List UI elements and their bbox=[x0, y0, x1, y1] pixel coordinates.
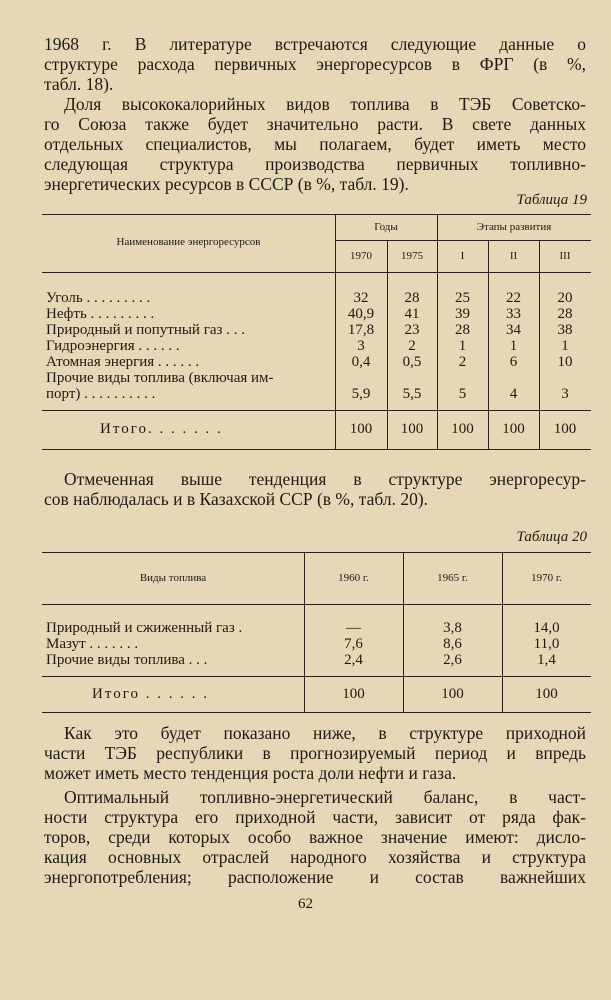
table-rule bbox=[42, 272, 591, 273]
table20-header-name: Виды топлива bbox=[139, 572, 207, 584]
text-line: отдельных специалистов, мы полагаем, будет иметь место bbox=[44, 134, 586, 154]
table19-total-cell: 100 bbox=[502, 421, 525, 437]
table19-cell: 5 bbox=[458, 386, 467, 402]
table-rule bbox=[42, 676, 591, 677]
text-line: Как это будет показано ниже, в структуре приходной bbox=[64, 723, 586, 743]
table20-cell: 1,4 bbox=[537, 652, 556, 668]
table20-cell: 8,6 bbox=[443, 636, 462, 652]
table20-cell: 2,6 bbox=[443, 652, 462, 668]
text-line: структуре расхода первичных энергоресурсов в ФРГ (в %, bbox=[44, 54, 586, 74]
table19-cell: 17,8 bbox=[347, 322, 375, 338]
table-rule bbox=[42, 552, 591, 553]
paragraph-kazakh bbox=[44, 469, 586, 509]
table20-total-label: Итого . . . . . . bbox=[92, 686, 209, 702]
table19-cell: 1 bbox=[509, 338, 518, 354]
text-line: Отмеченная выше тенденция в структуре энергоресур- bbox=[64, 469, 586, 489]
table19-row-label: порт) . . . . . . . . . . bbox=[46, 386, 156, 402]
table19-cell: 1 bbox=[458, 338, 467, 354]
text-line: ности структура его приходной части, зависит от ряда фак- bbox=[44, 807, 586, 827]
table20-row-label: Мазут . . . . . . . bbox=[46, 636, 139, 652]
table-rule bbox=[42, 214, 591, 215]
table19-header-years: Годы bbox=[374, 221, 398, 233]
table19-header-name: Наименование энергоресурсов bbox=[116, 236, 261, 248]
page-number: 62 bbox=[298, 896, 313, 912]
table20-cell: 3,8 bbox=[443, 620, 462, 636]
table19-cell: 28 bbox=[404, 290, 420, 306]
table-rule bbox=[335, 240, 591, 241]
table19-cell: 20 bbox=[557, 290, 573, 306]
table19-cell: 33 bbox=[506, 306, 521, 322]
table20-col-header: 1970 г. bbox=[531, 572, 562, 584]
paragraph-ussr bbox=[44, 94, 586, 194]
table-rule bbox=[42, 604, 591, 605]
table19-cell: 1 bbox=[561, 338, 569, 354]
table20-caption: Таблица 20 bbox=[516, 529, 587, 545]
table19-cell: 32 bbox=[353, 290, 369, 306]
table19-total-cell: 100 bbox=[451, 421, 474, 437]
table20-row-label: Прочие виды топлива . . . bbox=[46, 652, 208, 668]
table19-row-label: Нефть . . . . . . . . . bbox=[46, 306, 155, 322]
table20-total-cell: 100 bbox=[441, 686, 464, 702]
table19-cell: 5,9 bbox=[351, 386, 371, 402]
text-line: кация основных отраслей народного хозяйства и структура bbox=[44, 847, 586, 867]
table19-cell: 6 bbox=[509, 354, 518, 370]
table19-cell: 39 bbox=[455, 306, 470, 322]
table19-col-header: 1975 bbox=[401, 250, 423, 262]
table19-cell: 3 bbox=[561, 386, 569, 402]
table19-cell: 0,4 bbox=[351, 354, 371, 370]
table19-cell: 0,5 bbox=[402, 354, 422, 370]
text-line: Доля высококалорийных видов топлива в ТЭБ Советско- bbox=[64, 94, 586, 114]
table19-total-cell: 100 bbox=[349, 421, 373, 437]
table19-col-header: I bbox=[460, 250, 465, 262]
paragraph-forecast bbox=[44, 723, 586, 783]
table20-total-cell: 100 bbox=[535, 686, 558, 702]
table20-row-label: Природный и сжиженный газ . bbox=[46, 620, 243, 636]
text-line: части ТЭБ республики в прогнозируемый период и впредь bbox=[44, 743, 586, 763]
table19-row-label: Прочие виды топлива (включая им- bbox=[46, 370, 274, 386]
paragraph-optimal bbox=[44, 787, 586, 887]
table19-cell: 23 bbox=[404, 322, 420, 338]
text-line: энергетических ресурсов в СССР (в %, табл. 19). bbox=[44, 174, 409, 194]
table19-col-header: 1970 bbox=[350, 250, 372, 262]
table20-cell: 7,6 bbox=[344, 636, 363, 652]
table19-row-label: Атомная энергия . . . . . . bbox=[46, 354, 200, 370]
table19-header-stages: Этапы развития bbox=[476, 221, 552, 233]
table19-cell: 3 bbox=[357, 338, 365, 354]
table19-cell: 41 bbox=[404, 306, 420, 322]
table20-total-cell: 100 bbox=[342, 686, 365, 702]
table19-cell: 34 bbox=[506, 322, 521, 338]
table20-col-header: 1960 г. bbox=[338, 572, 369, 584]
table19-cell: 2 bbox=[458, 354, 467, 370]
table20-cell: 14,0 bbox=[533, 620, 560, 636]
table19-cell: 5,5 bbox=[402, 386, 422, 402]
table19-cell: 38 bbox=[557, 322, 573, 338]
table19-total-cell: 100 bbox=[400, 421, 424, 437]
text-line: сов наблюдалась и в Казахской ССР (в %, табл. 20). bbox=[44, 489, 429, 509]
paragraph-intro bbox=[44, 34, 586, 94]
text-line: энергопотребления; расположение и состав важнейших bbox=[44, 867, 586, 887]
table19-caption: Таблица 19 bbox=[516, 192, 587, 208]
table20-col-header: 1965 г. bbox=[437, 572, 468, 584]
text-line: торов, среди которых особо важное значение имеют: дисло- bbox=[44, 827, 586, 847]
table19-cell: 10 bbox=[557, 354, 573, 370]
text-line: табл. 18). bbox=[44, 74, 114, 94]
table19-cell: 28 bbox=[455, 322, 470, 338]
table19-total-cell: 100 bbox=[553, 421, 577, 437]
table19-cell: 25 bbox=[455, 290, 470, 306]
table19-row-label: Уголь . . . . . . . . . bbox=[46, 290, 151, 306]
table19-cell: 40,9 bbox=[347, 306, 375, 322]
table20-cell: — bbox=[346, 620, 361, 636]
text-line: го Союза также будет значительно расти. В свете данных bbox=[44, 114, 586, 134]
table-rule bbox=[42, 449, 591, 450]
text-line: может иметь место тенденция роста доли нефти и газа. bbox=[44, 763, 457, 783]
text-line: 1968 г. В литературе встречаются следующие данные о bbox=[44, 34, 586, 54]
table19-cell: 4 bbox=[509, 386, 518, 402]
table-rule bbox=[42, 712, 591, 713]
text-line: следующая структура производства первичных топливно- bbox=[44, 154, 586, 174]
table-rule bbox=[42, 410, 591, 411]
table19-total-label: Итого. . . . . . . bbox=[100, 421, 223, 437]
table19-cell: 22 bbox=[506, 290, 521, 306]
table19-cell: 28 bbox=[557, 306, 573, 322]
table19-row-label: Гидроэнергия . . . . . . bbox=[46, 338, 180, 354]
table20-cell: 2,4 bbox=[344, 652, 363, 668]
table19-col-header: III bbox=[559, 250, 571, 262]
text-line: Оптимальный топливно-энергетический баланс, в част- bbox=[64, 787, 586, 807]
table19-cell: 2 bbox=[408, 338, 416, 354]
table19-col-header: II bbox=[509, 250, 518, 262]
table20-cell: 11,0 bbox=[533, 636, 560, 652]
table19-row-label: Природный и попутный газ . . . bbox=[46, 322, 245, 338]
